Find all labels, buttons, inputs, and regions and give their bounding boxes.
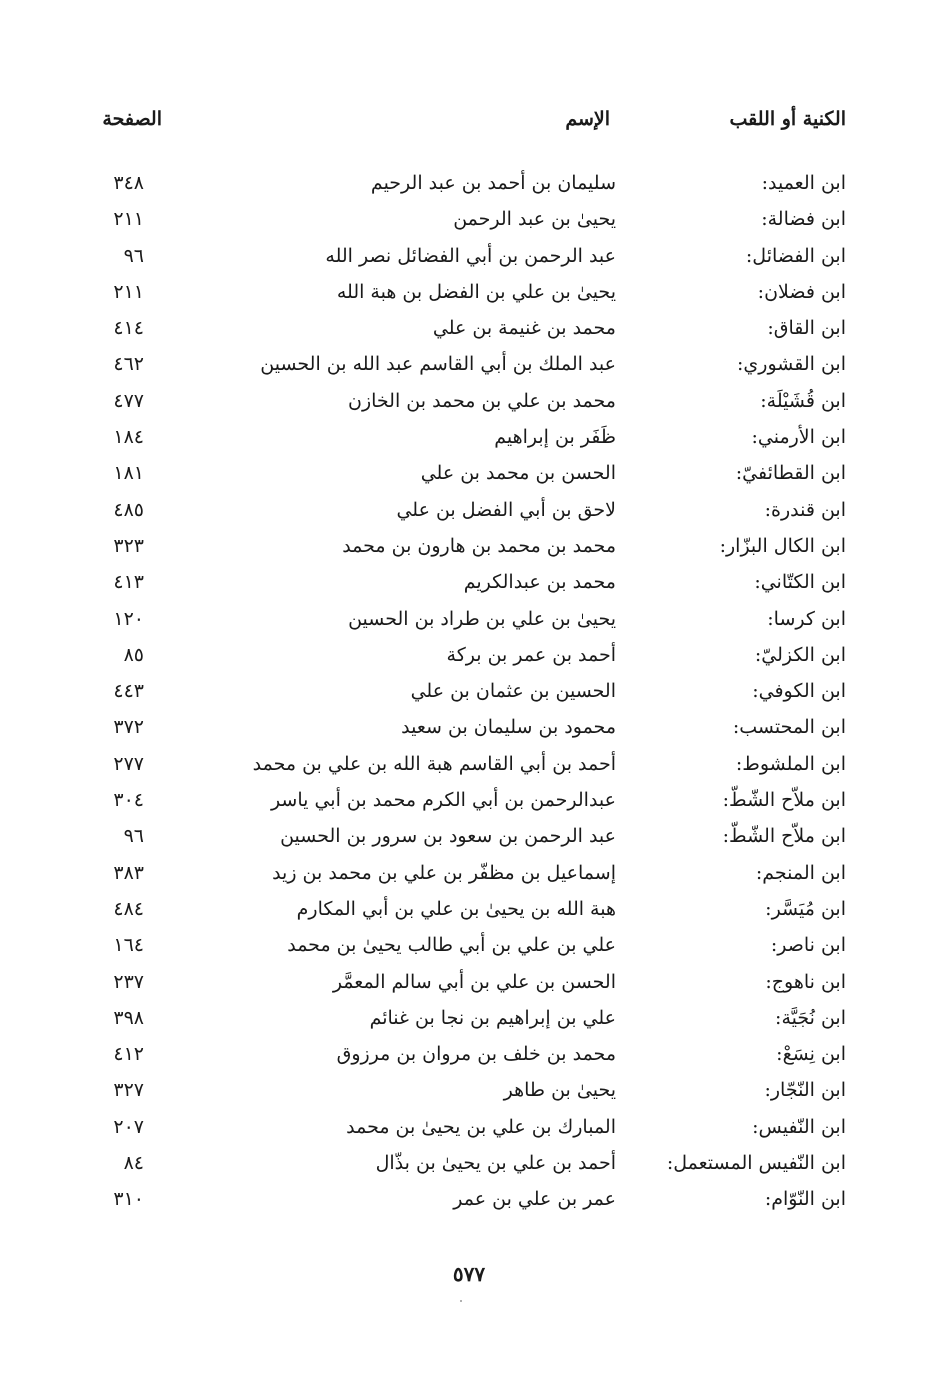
row-kunya: ابن فضالة: xyxy=(761,208,846,231)
table-row xyxy=(0,673,938,709)
row-name: يحيىٰ بن علي بن طراد بن الحسين xyxy=(348,607,616,630)
row-kunya: ابن الأرمني: xyxy=(751,426,846,449)
row-page: ٢١١ xyxy=(113,280,144,303)
row-page: ٣٨٣ xyxy=(113,861,144,884)
table-row xyxy=(0,637,938,673)
row-name: محمد بن عبدالكريم xyxy=(463,571,616,594)
table-row xyxy=(0,274,938,310)
row-name: أحمد بن أبي القاسم هبة الله بن علي بن محمد xyxy=(252,752,616,775)
table-row xyxy=(0,1000,938,1036)
row-page: ٩٦ xyxy=(123,825,144,848)
row-page: ١٦٤ xyxy=(113,934,144,957)
row-kunya: ابن الكتّاني: xyxy=(754,571,846,594)
row-page: ٢٧٧ xyxy=(113,752,144,775)
row-name: يحيىٰ بن عبد الرحمن xyxy=(453,208,616,231)
table-row xyxy=(0,601,938,637)
row-page: ٤١٢ xyxy=(113,1043,144,1066)
row-name: عمر بن علي بن عمر xyxy=(453,1188,616,1211)
row-kunya: ابن ملاّح الشّطّ: xyxy=(722,825,846,848)
row-name: سليمان بن أحمد بن عبد الرحيم xyxy=(370,172,616,194)
row-page: ٣٠٤ xyxy=(113,789,144,812)
row-kunya: ابن ملاّح الشّطّ: xyxy=(722,789,846,812)
table-row xyxy=(0,782,938,818)
row-kunya: ابن نِسَعْ: xyxy=(776,1043,846,1066)
row-page: ٤٨٥ xyxy=(113,498,144,521)
row-name: عبد الرحمن بن سعود بن سرور بن الحسين xyxy=(280,825,616,848)
row-page: ٤١٣ xyxy=(113,571,144,594)
table-row xyxy=(0,1036,938,1072)
row-page: ٣١٠ xyxy=(113,1188,144,1211)
row-name: الحسن بن علي بن أبي سالم المعمَّر xyxy=(332,970,616,993)
row-kunya: ابن النّفيس: xyxy=(752,1115,846,1138)
row-page: ٣٤٨ xyxy=(113,172,144,194)
row-kunya: ابن قندرة: xyxy=(764,498,846,521)
table-row xyxy=(0,1109,938,1145)
row-name: إسماعيل بن مظفّر بن علي بن محمد بن زيد xyxy=(272,861,616,884)
table-row xyxy=(0,201,938,237)
row-kunya: ابن الكزليّ: xyxy=(754,643,846,666)
table-row xyxy=(0,346,938,382)
table-row xyxy=(0,891,938,927)
row-page: ٣٢٣ xyxy=(113,534,144,557)
table-row xyxy=(0,818,938,854)
table-row xyxy=(0,964,938,1000)
table-row xyxy=(0,383,938,419)
row-name: هبة الله بن يحيىٰ بن علي بن أبي المكارم xyxy=(296,897,616,920)
row-kunya: ابن الكال البزّار: xyxy=(719,534,846,557)
row-page: ٤٤٣ xyxy=(113,680,144,703)
index-table xyxy=(0,165,938,1218)
row-page: ٣٢٧ xyxy=(113,1079,144,1102)
row-name: عبد الملك بن أبي القاسم عبد الله بن الحسين xyxy=(260,353,616,376)
row-page: ٨٥ xyxy=(123,643,144,666)
row-kunya: ابن كرسا: xyxy=(767,607,846,630)
row-page: ١٨١ xyxy=(113,462,144,485)
row-kunya: ابن مُيَسَّر: xyxy=(765,897,846,920)
row-kunya: ابن الكوفي: xyxy=(752,680,846,703)
row-page: ٤٦٢ xyxy=(113,353,144,376)
header-page: الصفحة xyxy=(102,108,162,130)
row-kunya: ابن القشوري: xyxy=(737,353,846,376)
row-kunya: ابن ناهوج: xyxy=(765,970,846,993)
row-name: الحسن بن محمد بن علي xyxy=(420,462,616,485)
table-row xyxy=(0,1145,938,1181)
row-kunya: ابن فضلان: xyxy=(757,280,846,303)
row-page: ٤٨٤ xyxy=(113,897,144,920)
row-name: المبارك بن علي بن يحيىٰ بن محمد xyxy=(346,1115,616,1138)
table-row xyxy=(0,709,938,745)
row-page: ١٢٠ xyxy=(113,607,144,630)
table-row xyxy=(0,855,938,891)
row-kunya: ابن العميد: xyxy=(761,172,846,194)
row-name: لاحق بن أبي الفضل بن علي xyxy=(396,498,616,521)
row-page: ٤٧٧ xyxy=(113,389,144,412)
row-kunya: ابن نُجَيَّة: xyxy=(775,1006,846,1029)
row-page: ٩٦ xyxy=(123,244,144,267)
row-page: ٣٧٢ xyxy=(113,716,144,739)
row-page: ٨٤ xyxy=(123,1152,144,1175)
row-name: علي بن إبراهيم بن نجا بن غنائم xyxy=(369,1006,616,1029)
row-kunya: ابن الفضائل: xyxy=(745,244,846,267)
row-kunya: ابن النّفيس المستعمل: xyxy=(666,1152,846,1175)
table-row xyxy=(0,165,938,201)
row-name: عبدالرحمن بن أبي الكرم محمد بن أبي ياسر xyxy=(270,789,616,812)
row-kunya: ابن النّجّار: xyxy=(764,1079,846,1102)
page-number: ٥٧٧ xyxy=(452,1262,486,1286)
header-name: الإسم xyxy=(565,108,610,130)
table-row xyxy=(0,1181,938,1217)
row-name: يحيىٰ بن طاهر xyxy=(503,1079,616,1102)
row-kunya: ابن الملشوط: xyxy=(735,752,846,775)
row-kunya: ابن المنجم: xyxy=(755,861,846,884)
table-row xyxy=(0,528,938,564)
table-row xyxy=(0,455,938,491)
row-kunya: ابن المحتسب: xyxy=(732,716,846,739)
row-kunya: ابن النّوّام: xyxy=(764,1188,846,1211)
row-name: عبد الرحمن بن أبي الفضائل نصر الله xyxy=(325,244,616,267)
row-kunya: ابن القاق: xyxy=(767,317,846,340)
table-row xyxy=(0,238,938,274)
row-name: علي بن علي بن أبي طالب يحيىٰ بن محمد xyxy=(287,934,616,957)
row-page: ٢١١ xyxy=(113,208,144,231)
row-kunya: ابن ناصر: xyxy=(770,934,846,957)
table-row xyxy=(0,310,938,346)
row-name: يحيىٰ بن علي بن الفضل بن هبة الله xyxy=(336,280,616,303)
row-name: الحسين بن عثمان بن علي xyxy=(410,680,616,703)
row-kunya: ابن قُشَيْلَة: xyxy=(760,389,846,412)
table-row xyxy=(0,492,938,528)
table-row xyxy=(0,927,938,963)
table-row xyxy=(0,419,938,455)
row-name: محمد بن علي بن محمد بن الخازن xyxy=(347,389,616,412)
row-name: ظَفَر بن إبراهيم xyxy=(494,426,616,449)
row-name: محمد بن محمد بن هارون بن محمد xyxy=(342,534,616,557)
row-page: ٤١٤ xyxy=(113,317,144,340)
row-name: محمد بن خلف بن مروان بن مرزوق xyxy=(336,1043,616,1066)
row-page: ١٨٤ xyxy=(113,426,144,449)
row-name: أحمد بن عمر بن بركة xyxy=(446,643,616,666)
row-name: أحمد بن علي بن يحيىٰ بن بذّال xyxy=(375,1152,616,1175)
row-page: ٣٩٨ xyxy=(113,1006,144,1029)
row-page: ٢٠٧ xyxy=(113,1115,144,1138)
table-row xyxy=(0,564,938,600)
row-kunya: ابن القطائفيّ: xyxy=(735,462,846,485)
table-row xyxy=(0,1072,938,1108)
row-name: محمد بن غنيمة بن علي xyxy=(432,317,616,340)
header-kunya: الكنية أو اللقب xyxy=(729,108,846,130)
row-page: ٢٣٧ xyxy=(113,970,144,993)
print-mark xyxy=(460,1300,462,1302)
table-row xyxy=(0,746,938,782)
row-name: محمود بن سليمان بن سعيد xyxy=(401,716,616,739)
